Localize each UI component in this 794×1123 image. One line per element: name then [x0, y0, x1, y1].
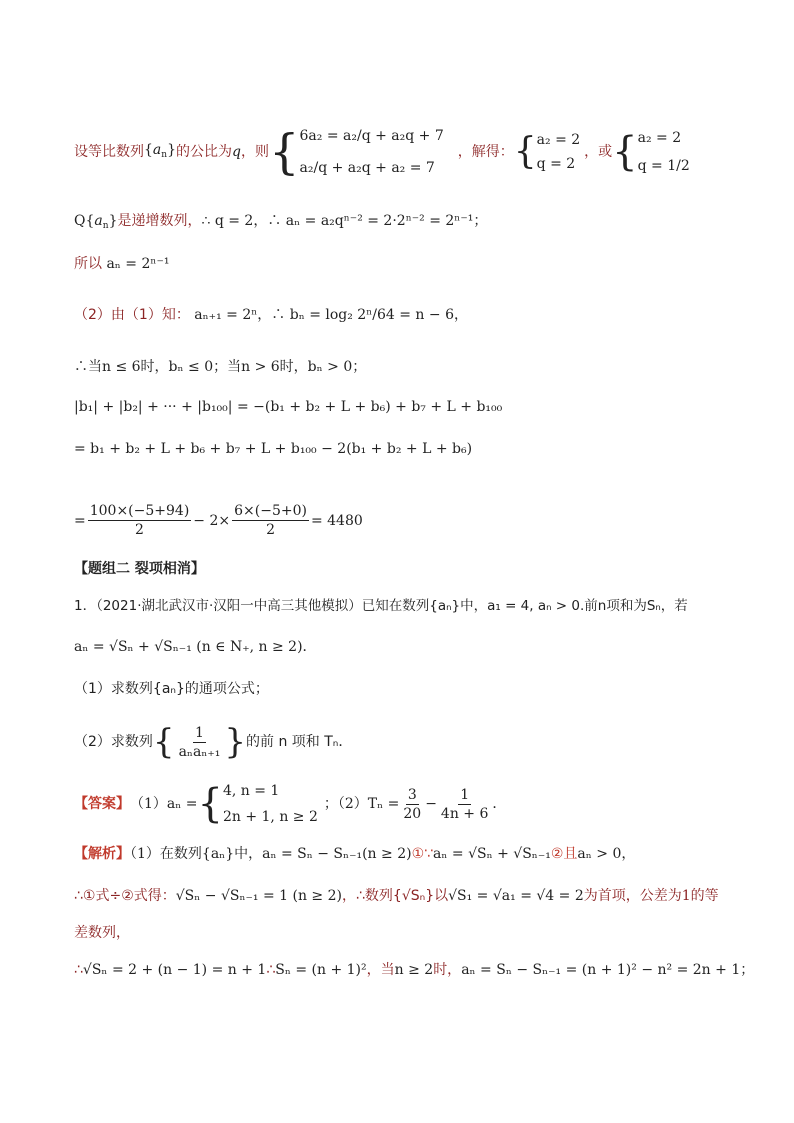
q2-frac: [177, 724, 223, 761]
ans-frac-1-num: 3: [407, 786, 417, 803]
ana2-t1: ∴①式÷②式得：: [74, 888, 176, 904]
ana4-t8: aₙ = Sₙ − Sₙ₋₁ = (n + 1)² − n² = 2n + 1；: [461, 962, 755, 978]
ana2-t3: ，∴数列{√Sₙ}: [342, 888, 435, 904]
text-solve: ，解得：: [457, 144, 514, 160]
ans-frac-1: [401, 786, 423, 823]
formula-bn: aₙ₊₁ = 2ⁿ，∴ bₙ = log₂ 2ⁿ/64 = n − 6，: [194, 307, 468, 323]
ana2-t6: 为首项，公差为: [583, 888, 682, 904]
ans-minus: −: [425, 796, 437, 812]
ana2-t8: 的等: [690, 888, 719, 904]
answer-1: （1）aₙ =: [130, 796, 198, 812]
problem-line-1: 1．（2021·湖北武汉市·汉阳一中高三其他模拟）已知在数列{aₙ}中，a₁ = 4, aₙ > 0.前n项和为Sₙ，若: [74, 598, 688, 614]
analysis-t3: aₙ = √Sₙ + √Sₙ₋₁: [433, 846, 551, 862]
text-then: ，则: [240, 144, 269, 160]
text-so: 所以: [74, 256, 102, 272]
formula-an: ∴ q = 2，∴ aₙ = a₂qⁿ⁻² = 2·2ⁿ⁻² = 2ⁿ⁻¹；: [201, 213, 488, 229]
line-so: [74, 255, 169, 273]
sol2-a2: a₂ = 2: [637, 130, 682, 146]
ans-frac-2-den: 4n + 6: [440, 805, 489, 822]
brace-system-2: {: [513, 131, 537, 172]
line-cases: ∴当n ≤ 6时，bₙ ≤ 0；当n > 6时，bₙ > 0；: [74, 359, 367, 375]
ana2-t4: 以: [434, 888, 449, 904]
line-abs-sum: |b₁| + |b₂| + ··· + |b₁₀₀| = −(b₁ + b₂ + L + b₆) + b₇ + L + b₁₀₀: [74, 399, 503, 415]
case-1: 4, n = 1: [222, 783, 280, 799]
line-ratio-system: [74, 112, 690, 192]
system-1: [300, 127, 444, 177]
eq-2: a₂/q + a₂q + a₂ = 7: [299, 160, 435, 176]
frac-2: [232, 502, 309, 539]
analysis-line-3: 差数列，: [74, 925, 130, 941]
ana4-t1: ∴: [74, 962, 83, 978]
result-value: = 4480: [310, 512, 363, 529]
ana4-t6: n ≥ 2: [394, 962, 434, 978]
q2-num: 1: [195, 724, 204, 741]
line-sum-expand: = b₁ + b₂ + L + b₆ + b₇ + L + b₁₀₀ − 2(b₁ + b₂ + L + b₆): [74, 441, 473, 457]
ans-end: ．: [492, 796, 507, 812]
q2-den: aₙaₙ₊₁: [178, 743, 221, 760]
frac-2-den: 2: [266, 522, 275, 538]
seq-an: $\{a_n\}$: [144, 141, 176, 160]
frac-1: [88, 502, 192, 539]
ana2-t7: 1: [681, 888, 691, 904]
text-or: ，或: [584, 144, 613, 160]
ana4-t2: √Sₙ = 2 + (n − 1) = n + 1: [82, 962, 267, 978]
analysis-t1: （1）在数列{aₙ}中，aₙ = Sₙ − Sₙ₋₁(n ≥ 2): [130, 846, 412, 862]
problem-line-2: aₙ = √Sₙ + √Sₙ₋₁ (n ∈ N₊, n ≥ 2)．: [74, 639, 317, 655]
question-1: （1）求数列{aₙ}的通项公式；: [74, 681, 269, 697]
system-2: [537, 131, 581, 173]
question-2: （2）求数列 { $\frac{1}{\text{aₙaₙ₊₁}}$ } 的前 n 项和 Tₙ．: [74, 722, 353, 762]
analysis-t4: ②且: [550, 846, 578, 862]
minus-two: − 2×: [193, 512, 231, 529]
text-ratio: 的公比为: [176, 144, 232, 160]
eq-1: 6a₂ = a₂/q + a₂q + 7: [299, 128, 444, 144]
text-part2: （2）由（1）知：: [74, 307, 190, 323]
analysis-line-1: [74, 845, 635, 863]
line-increasing: $Q\{a_n\}$是递增数列，∴ q = 2，∴ aₙ = a₂qⁿ⁻² = 2·2ⁿ⁻² = 2ⁿ⁻¹；: [74, 213, 488, 231]
ana4-t4: Sₙ = (n + 1)²: [275, 962, 367, 978]
q2-post: 的前 n 项和 Tₙ．: [246, 734, 353, 750]
var-q: q: [232, 144, 241, 160]
frac-2-num: 6×(−5+0): [234, 503, 307, 519]
ana2-t2: √Sₙ − √Sₙ₋₁ = 1 (n ≥ 2): [175, 888, 342, 904]
answer-2: ；（2）Tₙ =: [323, 796, 400, 812]
line-result: = $\frac{100\times(-5+94)}{2}$ − 2× $\frac{6\times(-5+0)}{2}$ = 4480: [74, 503, 363, 538]
system-3: [638, 129, 690, 175]
sol-q: q = 2: [536, 156, 576, 172]
q-symbol: Q: [74, 213, 86, 229]
answer-line: 【答案】 （1）aₙ = { 4, n = 1 2n + 1, n ≥ 2 ；（2）Tₙ = $\frac{3}{20}$ − $\frac{1}{4n + 6}$ ．: [74, 781, 507, 827]
ana4-t7: 时，: [433, 962, 462, 978]
case-2: 2n + 1, n ≥ 2: [222, 809, 318, 825]
ans-frac-2-num: 1: [460, 786, 470, 803]
analysis-line-4: [74, 961, 754, 979]
answer-tag: 【答案】: [74, 796, 130, 812]
ans-frac-1-den: 20: [403, 805, 422, 822]
analysis-t2: ①∵: [411, 846, 434, 862]
frac-1-den: 2: [135, 522, 144, 538]
ana2-t5: √S₁ = √a₁ = √4 = 2: [448, 888, 584, 904]
formula-so: aₙ = 2ⁿ⁻¹: [106, 256, 170, 272]
analysis-t5: aₙ > 0，: [577, 846, 636, 862]
analysis-line-2: [74, 887, 719, 905]
ans-frac-2: [439, 786, 490, 823]
ana4-t3: ∴: [266, 962, 276, 978]
answer-cases: [223, 782, 318, 826]
text-setup: 设等比数列: [74, 144, 144, 160]
text-increasing: 是递增数列，: [117, 213, 202, 229]
sol-a2: a₂ = 2: [536, 132, 581, 148]
ana4-t5: ，当: [366, 962, 395, 978]
section-title: 【题组二 裂项相消】: [74, 561, 205, 577]
frac-1-num: 100×(−5+94): [89, 503, 190, 519]
line-part2: [74, 306, 468, 324]
brace-system-3: {: [612, 129, 638, 175]
q2-pre: （2）求数列: [74, 734, 153, 750]
analysis-tag: 【解析】: [74, 846, 130, 862]
brace-system-1: {: [268, 124, 300, 180]
sol2-q: q = 1/2: [637, 158, 690, 174]
